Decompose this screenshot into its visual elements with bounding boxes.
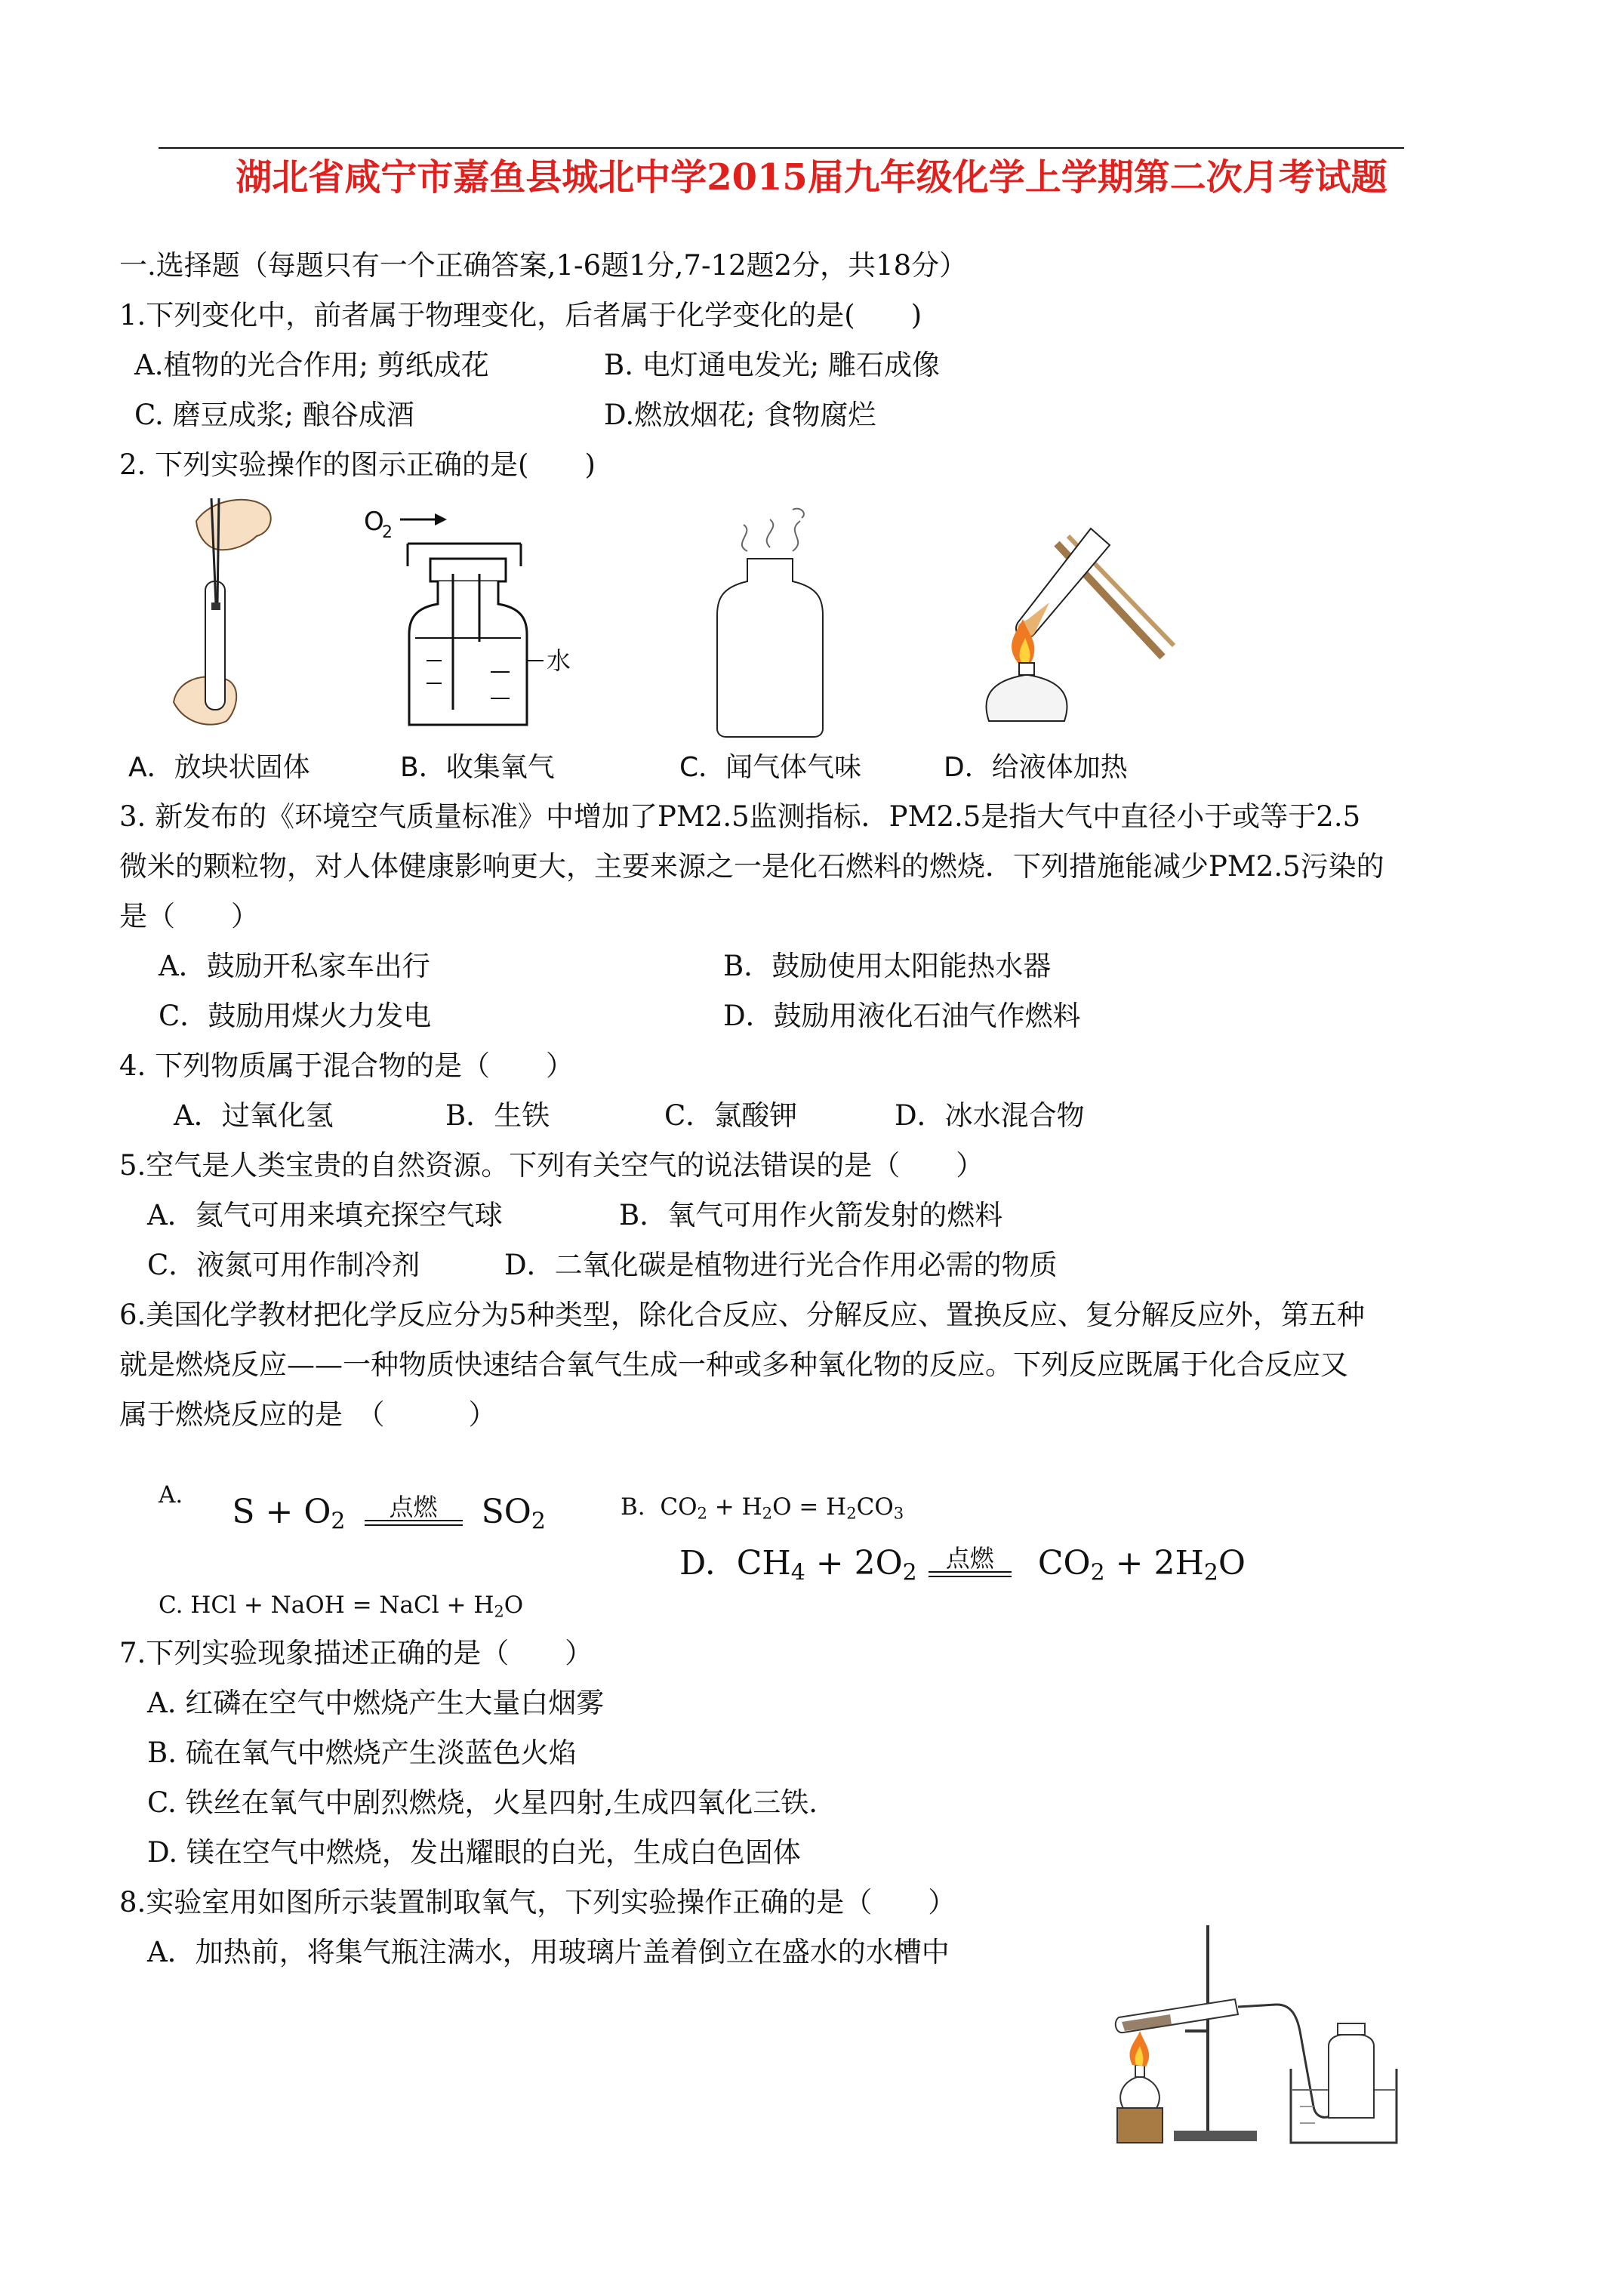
top-rule [159, 147, 1404, 149]
q6-option-d-condition: 点燃 [929, 1546, 1012, 1577]
page-title: 湖北省咸宁市嘉鱼县城北中学2015届九年级化学上学期第二次月考试题 [236, 156, 1387, 199]
q1-option-d: D.燃放烟花; 食物腐烂 [604, 399, 876, 431]
q6-stem-line-1: 6.美国化学教材把化学反应分为5种类型，除化合反应、分解反应、置换反应、复分解反应外，第五种 [119, 1299, 1365, 1331]
q6-option-a-label: A. [159, 1481, 183, 1509]
q7-option-d: D. 镁在空气中燃烧，发出耀眼的白光，生成白色固体 [147, 1836, 801, 1869]
q6-option-b: B. $CO_2 + H_2O = H_2CO_3$ [621, 1493, 904, 1523]
q3-option-b: B．鼓励使用太阳能热水器 [723, 950, 1052, 982]
q3-stem-line-3: 是（ ） [119, 900, 259, 932]
q3-stem-line-1: 3. 新发布的《环境空气质量标准》中增加了PM2.5监测指标．PM2.5是指大气中直径小于或等于2.5 [119, 800, 1361, 833]
reagent-bottle-icon [717, 559, 823, 737]
flame-icon [1130, 2031, 1150, 2066]
q8-stem: 8.实验室用如图所示装置制取氧气，下列实验操作正确的是（ ） [119, 1886, 956, 1918]
iron-stand-icon [1174, 1925, 1257, 2141]
q5-option-d: D．二氧化碳是植物进行光合作用必需的物质 [504, 1249, 1058, 1281]
q7-option-c: C. 铁丝在氧气中剧烈燃烧，火星四射,生成四氧化三铁. [147, 1786, 818, 1819]
q3-stem-line-2: 微米的颗粒物，对人体健康影响更大，主要来源之一是化石燃料的燃烧．下列措施能减少PM2.5污染的 [119, 850, 1384, 883]
q5-stem: 5.空气是人类宝贵的自然资源。下列有关空气的说法错误的是（ ） [119, 1149, 984, 1182]
q4-option-a: A．过氧化氢 [174, 1099, 334, 1132]
q2-figure-d [959, 513, 1185, 740]
alcohol-lamp-icon [986, 663, 1067, 721]
q6-option-d-reactants: D. $CH_4 + 2O_2$ [679, 1544, 917, 1586]
q3-option-a: A．鼓励开私家车出行 [159, 950, 430, 982]
q7-option-a: A. 红磷在空气中燃烧产生大量白烟雾 [147, 1687, 605, 1719]
gas-bottle-icon [408, 544, 544, 725]
q6-stem-line-3: 属于燃烧反应的是 （ ） [119, 1398, 497, 1431]
q4-option-d: D．冰水混合物 [895, 1099, 1085, 1132]
q6-option-d [679, 1531, 1246, 1592]
q5-option-a: A．氦气可用来填充探空气球 [147, 1199, 503, 1231]
fig-water-label: 水 [547, 646, 571, 675]
q1-option-a: A.植物的光合作用; 剪纸成花 [134, 349, 489, 381]
test-tube-icon [1116, 1999, 1238, 2032]
q1-option-b: B. 电灯通电发光; 雕石成像 [604, 349, 940, 381]
q2-caption-c: C．闻气体气味 [679, 752, 862, 783]
gas-jar-icon [1329, 2023, 1374, 2118]
q6-option-d-products: $CO_2 + 2H_2O$ [1037, 1544, 1246, 1586]
fig-o2-label: O [364, 507, 384, 537]
q7-stem: 7.下列实验现象描述正确的是（ ） [119, 1637, 593, 1669]
delivery-tube-icon [1238, 2005, 1332, 2117]
q2-caption-b: B．收集氧气 [400, 752, 555, 783]
q3-option-c: C．鼓励用煤火力发电 [159, 1000, 432, 1032]
q6-option-a-reactants: $S + O_2$ [232, 1493, 346, 1535]
fig-o2-sub: 2 [382, 523, 393, 542]
q4-stem: 4. 下列物质属于混合物的是（ ） [119, 1049, 574, 1082]
smell-wave-icon [742, 509, 804, 551]
q2-figure-c [702, 506, 838, 740]
q2-figure-b [362, 498, 589, 740]
q1-option-c: C. 磨豆成浆; 酿谷成酒 [134, 399, 414, 431]
q2-figure-a [143, 491, 325, 740]
q2-caption-a: A．放块状固体 [128, 752, 310, 783]
q6-stem-line-2: 就是燃烧反应——一种物质快速结合氧气生成一种或多种氧化物的反应。下列反应既属于化合反应又 [119, 1348, 1348, 1381]
q5-option-b: B．氧气可用作火箭发射的燃料 [619, 1199, 1003, 1231]
q6-option-a [159, 1480, 546, 1540]
q5-option-c: C．液氮可用作制冷剂 [147, 1249, 420, 1281]
arrow-right-icon [435, 513, 447, 525]
q6-option-a-products: $SO_2$ [481, 1493, 546, 1535]
q4-option-c: C．氯酸钾 [664, 1099, 798, 1132]
q2-stem: 2. 下列实验操作的图示正确的是( ) [119, 448, 596, 481]
q1-stem: 1.下列变化中，前者属于物理变化，后者属于化学变化的是( ) [119, 299, 922, 331]
q6-option-c: C. HCl + NaOH = NaCl + $H_2O$ [159, 1592, 524, 1621]
q2-caption-d: D．给液体加热 [944, 752, 1128, 783]
alcohol-lamp-icon [1120, 2065, 1160, 2108]
q4-option-b: B．生铁 [445, 1099, 550, 1132]
q8-apparatus-figure [1102, 1918, 1404, 2152]
q8-option-a: A．加热前，将集气瓶注满水，用玻璃片盖着倒立在盛水的水槽中 [147, 1936, 950, 1968]
q3-option-d: D．鼓励用液化石油气作燃料 [723, 1000, 1081, 1032]
q6-option-a-condition: 点燃 [365, 1494, 463, 1526]
wood-block-icon [1117, 2108, 1163, 2143]
q7-option-b: B. 硫在氧气中燃烧产生淡蓝色火焰 [147, 1737, 577, 1769]
section-heading: 一.选择题（每题只有一个正确答案,1-6题1分,7-12题2分，共18分） [119, 249, 968, 282]
